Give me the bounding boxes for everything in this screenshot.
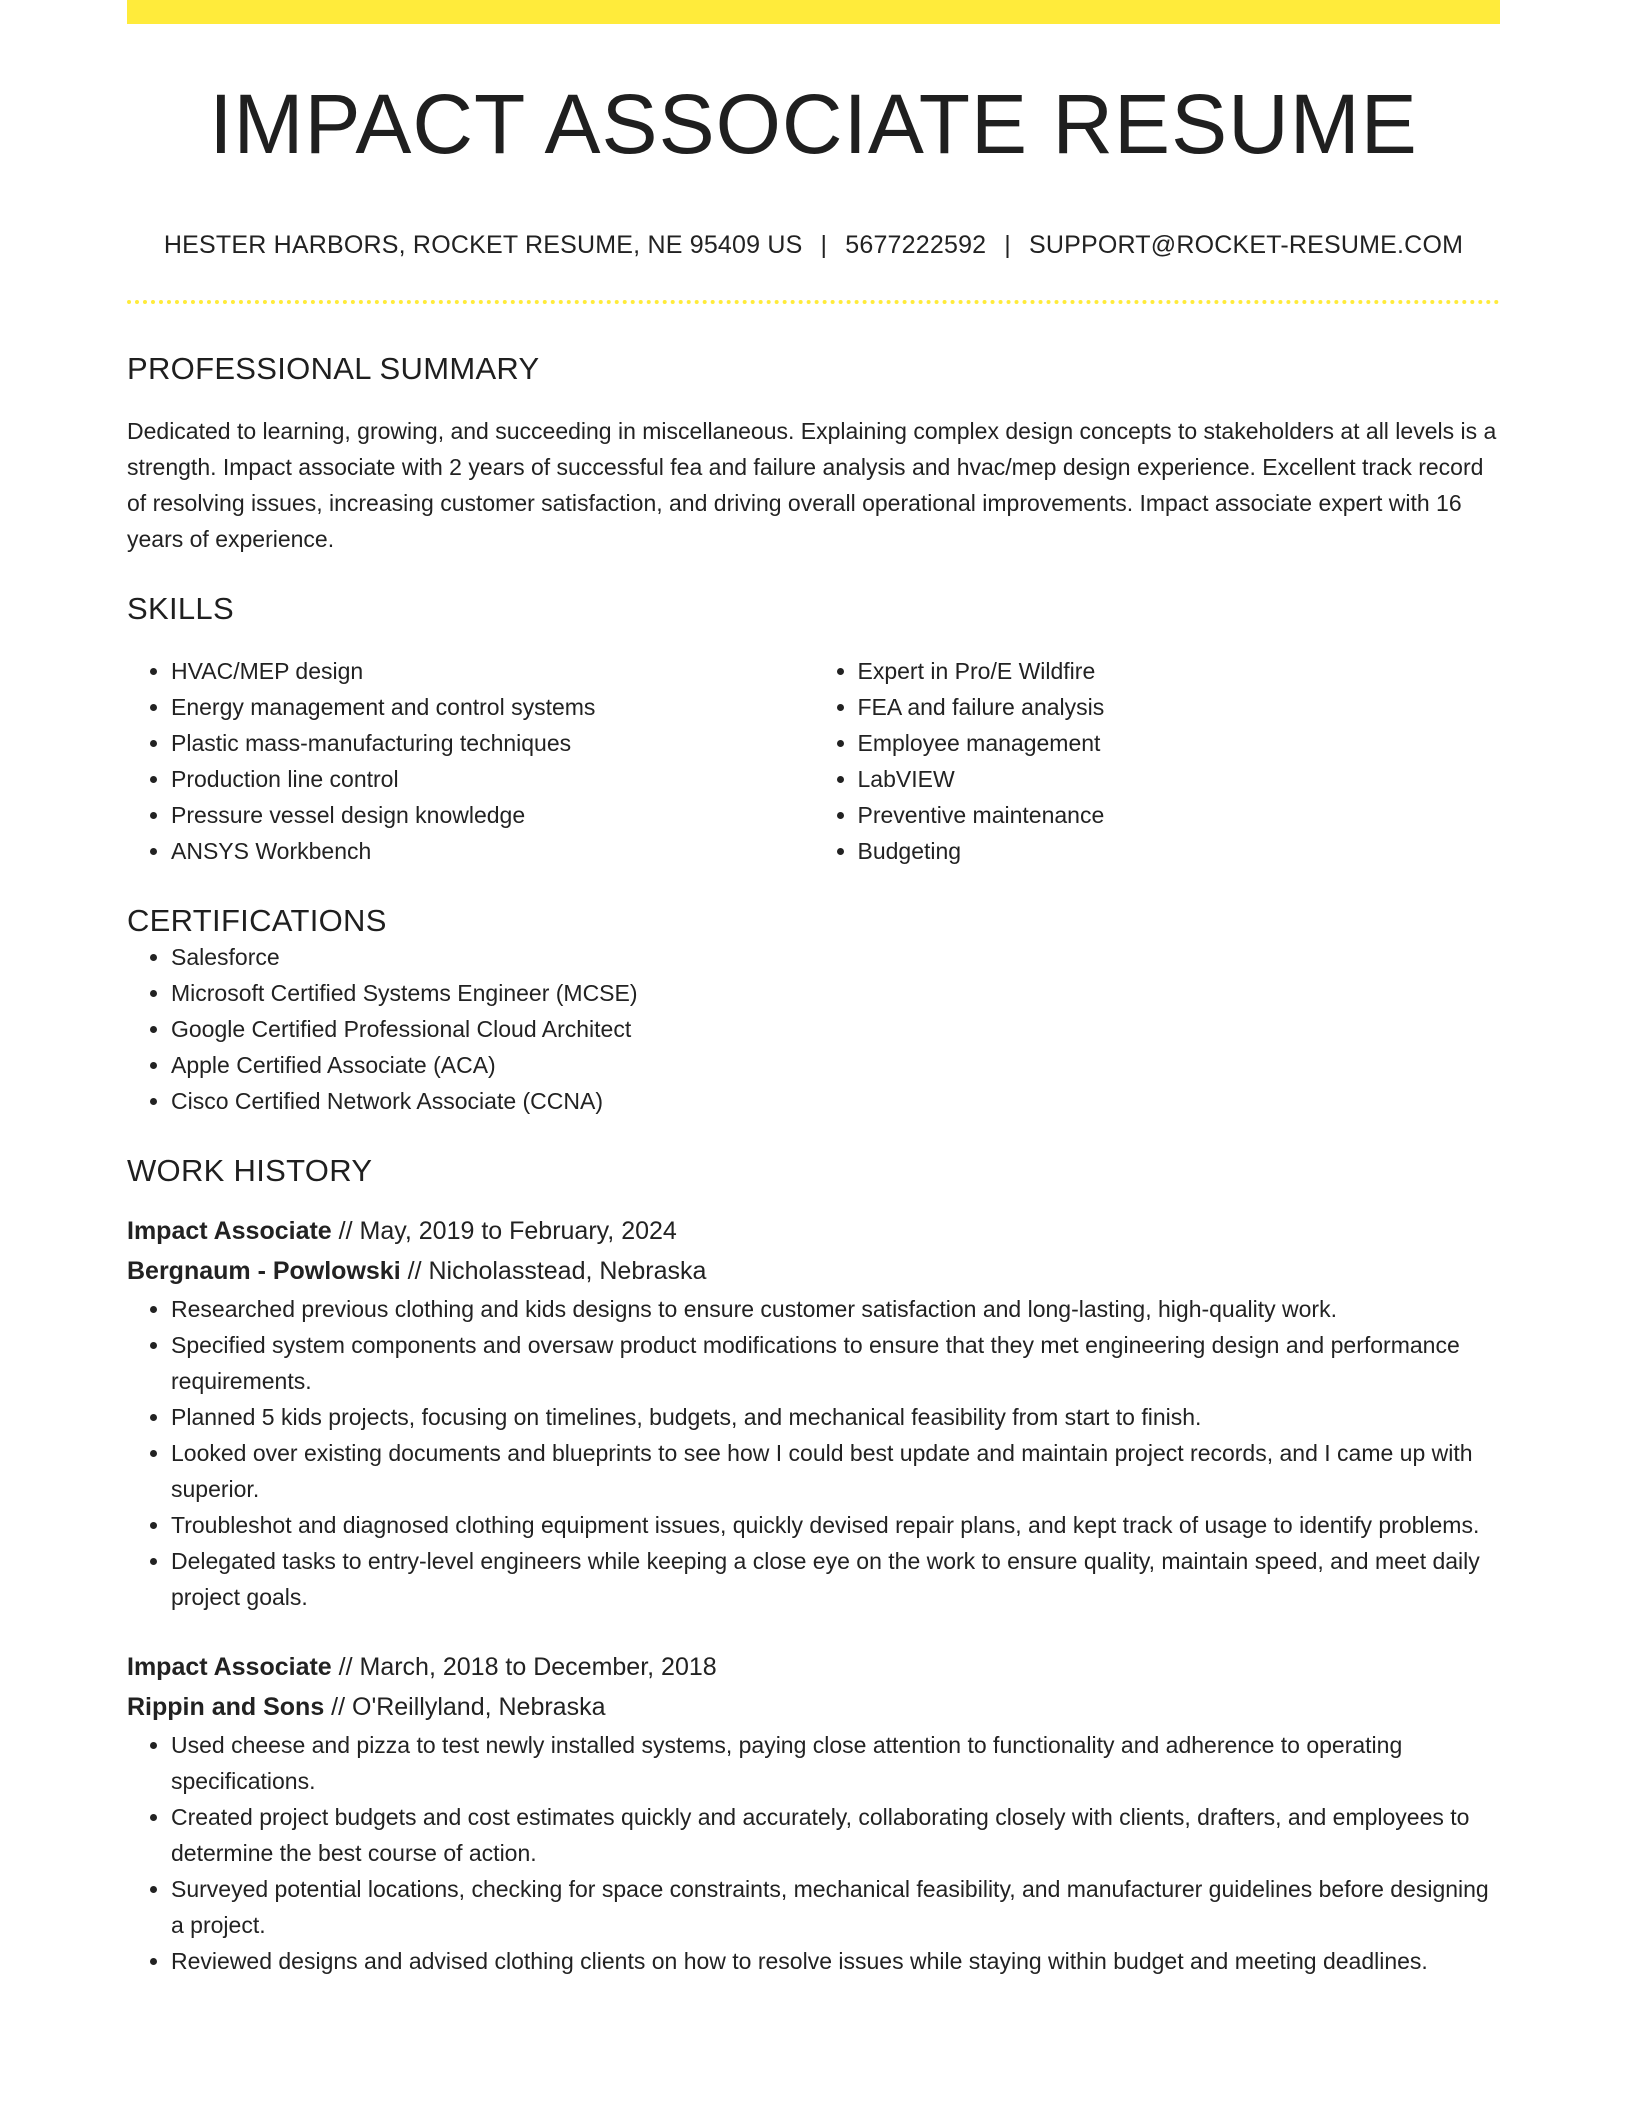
- job-title-line: [127, 1647, 1500, 1687]
- skill-item: • Pressure vessel design knowledge: [171, 797, 814, 833]
- job-entry: [127, 1647, 1500, 1979]
- dotted-divider: [127, 300, 1500, 304]
- job-bullets: [127, 1727, 1500, 1979]
- skill-item: • Budgeting: [858, 833, 1501, 869]
- contact-line: [127, 231, 1500, 260]
- contact-address: HESTER HARBORS, ROCKET RESUME, NE 95409 US: [163, 231, 803, 259]
- resume-page: [127, 0, 1500, 1979]
- job-company-line: [127, 1687, 1500, 1727]
- job-bullet: • Reviewed designs and advised clothing clients on how to resolve issues while staying within budget and meeting deadlines.: [171, 1943, 1500, 1979]
- skills-left-list: [127, 653, 814, 869]
- job-bullet: • Looked over existing documents and blueprints to see how I could best update and maintain project records, and I came up with superior.: [171, 1435, 1500, 1507]
- skill-item: • Employee management: [858, 725, 1501, 761]
- job-location: // O'Reillyland, Nebraska: [324, 1693, 606, 1721]
- job-bullet: • Specified system components and oversaw product modifications to ensure that they met engineering design and performance requirements.: [171, 1327, 1500, 1399]
- job-bullet: • Researched previous clothing and kids designs to ensure customer satisfaction and long-lasting, high-quality work.: [171, 1291, 1500, 1327]
- resume-title: IMPACT ASSOCIATE RESUME: [209, 77, 1418, 171]
- job-company-line: [127, 1251, 1500, 1291]
- certification-item: • Google Certified Professional Cloud Architect: [171, 1011, 1500, 1047]
- certification-item: • Apple Certified Associate (ACA): [171, 1047, 1500, 1083]
- job-bullet: • Troubleshot and diagnosed clothing equipment issues, quickly devised repair plans, and kept track of usage to identify problems.: [171, 1507, 1500, 1543]
- certification-item: • Salesforce: [171, 939, 1500, 975]
- contact-phone: 5677222592: [845, 231, 987, 259]
- skill-item: • Plastic mass-manufacturing techniques: [171, 725, 814, 761]
- job-bullet: • Surveyed potential locations, checking for space constraints, mechanical feasibility, and manufacturer guidelines before designing a project.: [171, 1871, 1500, 1943]
- skills-right-list: [814, 653, 1501, 869]
- certification-item: • Microsoft Certified Systems Engineer (MCSE): [171, 975, 1500, 1011]
- skill-item: • HVAC/MEP design: [171, 653, 814, 689]
- job-bullet: • Used cheese and pizza to test newly installed systems, paying close attention to functionality and adherence to operating specifications.: [171, 1727, 1500, 1799]
- skills-heading: SKILLS: [127, 591, 234, 626]
- contact-separator: |: [1004, 231, 1011, 259]
- job-company: Bergnaum - Powlowski: [127, 1257, 401, 1285]
- top-accent-bar: [127, 0, 1500, 24]
- skill-item: • Preventive maintenance: [858, 797, 1501, 833]
- job-company: Rippin and Sons: [127, 1693, 325, 1721]
- certifications-heading: CERTIFICATIONS: [127, 903, 387, 938]
- skill-item: • ANSYS Workbench: [171, 833, 814, 869]
- job-dates: // May, 2019 to February, 2024: [331, 1217, 677, 1245]
- summary-text: Dedicated to learning, growing, and succeeding in miscellaneous. Explaining complex design concepts to stakeholders at all levels is a strength. Impact associate with 2 years of successful fea and failure analysis and hvac/mep design experience. Excellent track record of resolving issues, increasing customer satisfaction, and driving overall operational improvements. Impact associate expert with 16 years of experience.: [127, 418, 1497, 552]
- skill-item: • LabVIEW: [858, 761, 1501, 797]
- summary-heading: PROFESSIONAL SUMMARY: [127, 351, 540, 386]
- job-bullet: • Planned 5 kids projects, focusing on timelines, budgets, and mechanical feasibility from start to finish.: [171, 1399, 1500, 1435]
- certification-item: • Cisco Certified Network Associate (CCNA): [171, 1083, 1500, 1119]
- job-entry: [127, 1211, 1500, 1615]
- job-bullets: [127, 1291, 1500, 1615]
- job-bullet: • Delegated tasks to entry-level engineers while keeping a close eye on the work to ensure quality, maintain speed, and meet daily project goals.: [171, 1543, 1500, 1615]
- contact-email: SUPPORT@ROCKET-RESUME.COM: [1028, 231, 1464, 259]
- certifications-list: [127, 939, 1500, 1119]
- contact-separator: |: [820, 231, 828, 259]
- work-history-heading: WORK HISTORY: [127, 1153, 373, 1188]
- job-title-line: [127, 1211, 1500, 1251]
- job-dates: // March, 2018 to December, 2018: [331, 1653, 717, 1681]
- job-bullet: • Created project budgets and cost estimates quickly and accurately, collaborating closely with clients, drafters, and employees to determine the best course of action.: [171, 1799, 1500, 1871]
- job-title: Impact Associate: [127, 1653, 332, 1681]
- skills-columns: [127, 653, 1500, 869]
- skill-item: • FEA and failure analysis: [858, 689, 1501, 725]
- job-location: // Nicholasstead, Nebraska: [400, 1257, 707, 1285]
- skill-item: • Expert in Pro/E Wildfire: [858, 653, 1501, 689]
- skill-item: • Production line control: [171, 761, 814, 797]
- skill-item: • Energy management and control systems: [171, 689, 814, 725]
- job-title: Impact Associate: [127, 1217, 332, 1245]
